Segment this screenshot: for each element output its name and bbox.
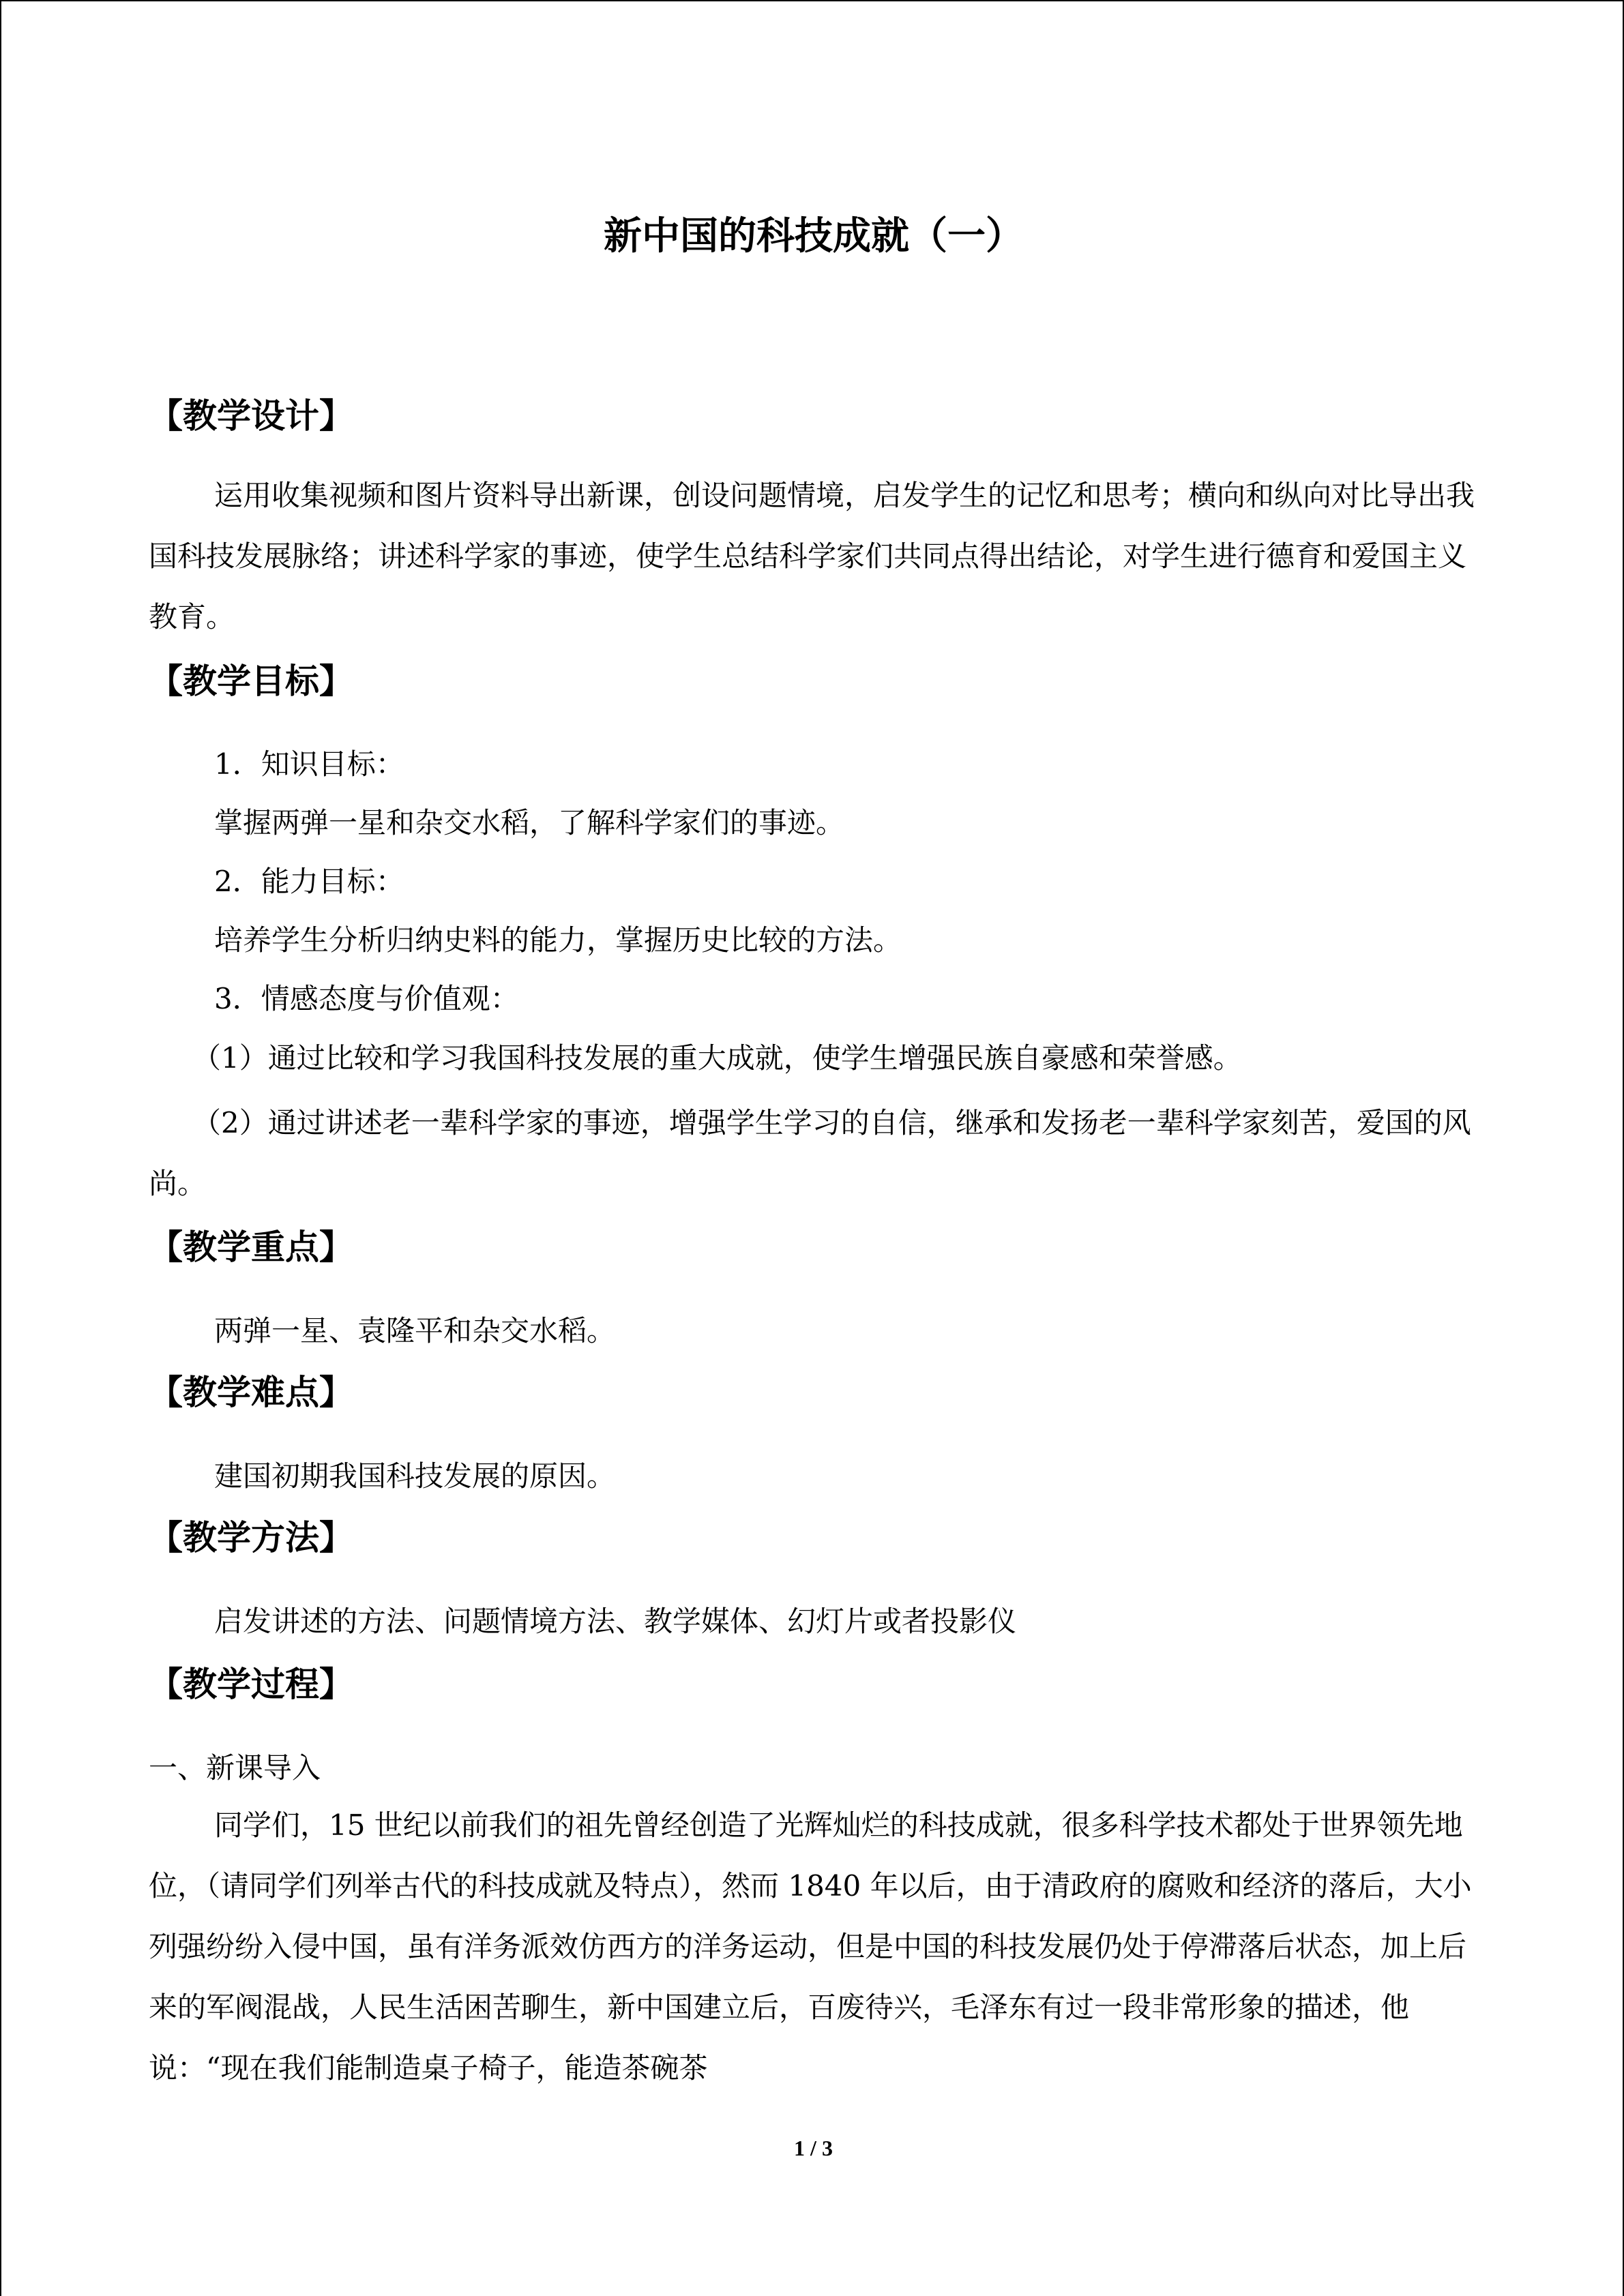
section-heading-key-points: 【教学重点】 [149, 1227, 353, 1267]
design-paragraph: 运用收集视频和图片资料导出新课，创设问题情境，启发学生的记忆和思考；横向和纵向对比导出我国科技发展脉络；讲述科学家的事迹，使学生总结科学家们共同点得出结论，对学生进行德育和爱国主义教育。 [149, 479, 1475, 633]
goal-knowledge-text: 掌握两弹一星和杂交水稻，了解科学家们的事迹。 [214, 806, 845, 839]
goal-emotion-label: 3．情感态度与价值观： [214, 982, 519, 1015]
goal-ability-text: 培养学生分析归纳史料的能力，掌握历史比较的方法。 [214, 923, 902, 957]
section-heading-goals: 【教学目标】 [149, 661, 353, 701]
section-heading-design: 【教学设计】 [149, 396, 353, 436]
goal-emotion-item-1: （1）通过比较和学习我国科技发展的重大成就，使学生增强民族自豪感和荣誉感。 [192, 1041, 1242, 1075]
section-heading-methods: 【教学方法】 [149, 1518, 353, 1557]
section-heading-process: 【教学过程】 [149, 1665, 353, 1704]
methods-text: 启发讲述的方法、问题情境方法、教学媒体、幻灯片或者投影仪 [214, 1605, 1017, 1638]
goal-ability-label: 2．能力目标： [214, 865, 404, 898]
goal-emotion-item-2: （2）通过讲述老一辈科学家的事迹，增强学生学习的自信，继承和发扬老一辈科学家刻苦，爱国的风尚。 [149, 1106, 1471, 1200]
page-number: 1 / 3 [794, 2136, 833, 2160]
process-intro-paragraph: 同学们，15 世纪以前我们的祖先曾经创造了光辉灿烂的科技成就，很多科学技术都处于世界领先地位，（请同学们列举古代的科技成就及特点），然而 1840 年以后，由于清政府的腐败和经济的落后，大小列强纷纷入侵中国，虽有洋务派效仿西方的洋务运动，但是中国的科技发展仍处于停滞落后状态，加上后来的军阀混战，人民生活困苦聊生，新中国建立后，百废待兴，毛泽东有过一段非常形象的描述，他说：“现在我们能制造桌子椅子，能造茶碗茶 [149, 1808, 1472, 2085]
section-heading-difficulties: 【教学难点】 [149, 1373, 353, 1412]
goal-knowledge-label: 1．知识目标： [214, 747, 404, 781]
difficulties-text: 建国初期我国科技发展的原因。 [214, 1459, 616, 1493]
key-points-text: 两弹一星、袁隆平和杂交水稻。 [214, 1314, 616, 1347]
document-title: 新中国的科技成就（一） [604, 214, 1024, 258]
process-sub-heading: 一、新课导入 [149, 1751, 321, 1785]
